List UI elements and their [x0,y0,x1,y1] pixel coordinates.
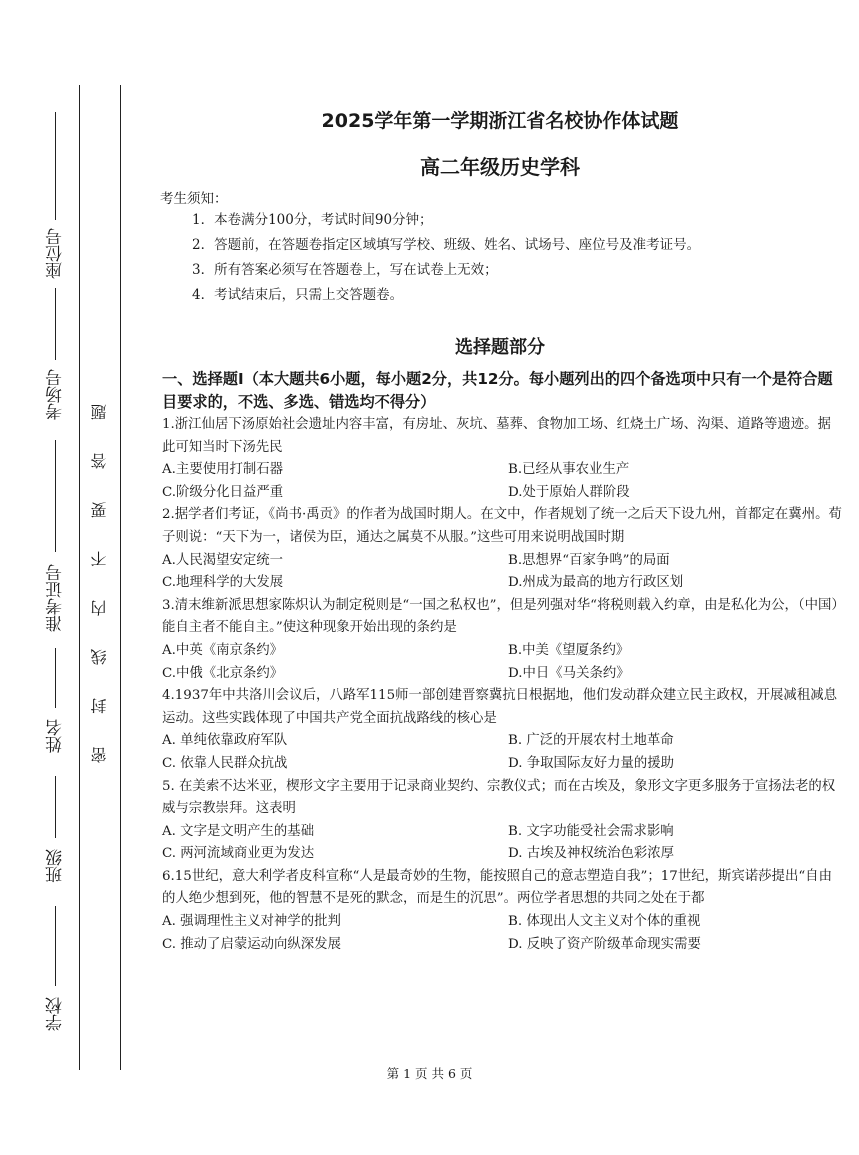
option-a: A. 文字是文明产生的基础 [162,823,315,839]
fill-line [55,112,56,220]
option-a: A. 强调理性主义对神学的批判 [162,914,341,930]
section-heading: 一、选择题Ⅰ（本大题共6小题，每小题2分，共12分。每小题列出的四个备选项中只有一个是符合题目要求的，不选、多选、错选均不得分） [162,370,833,411]
question-5 [162,776,842,866]
option-b: B. 体现出人文主义对个体的重视 [508,914,701,930]
field-label: 准考证号 [46,564,66,632]
page-footer: 第 1 页 共 6 页 [386,1066,473,1081]
option-grid [162,730,842,775]
seal-char: 不 [90,551,109,567]
seal-char: 内 [90,600,109,616]
question-stem: 1.浙江仙居下汤原始社会遗址内容丰富，有房址、灰坑、墓葬、食物加工场、红烧土广场、沟渠、道路等遗迹。据此可知当时下汤先民 [162,417,831,455]
option-grid [162,550,842,595]
notice-item: 2．答题前，在答题卷指定区域填写学校、班级、姓名、试场号、座位号及准考证号。 [192,237,701,253]
seal-char: 答 [90,453,109,469]
binding-line-inner [120,85,121,1070]
seal-char: 线 [90,649,109,665]
question-list [162,414,842,956]
option-a: A. 单纯依靠政府军队 [162,733,288,749]
option-grid [162,821,842,866]
part-title: 选择题部分 [455,337,545,358]
fill-line [55,906,56,986]
question-stem: 2.据学者们考证，《尚书·禹贡》的作者为战国时期人。在文中，作者规划了统一之后天下设九州，首都定在冀州。荀子则说：“天下为一，诸侯为臣，通达之属莫不从服。”这些可用来说明战国时期 [162,507,842,545]
question-stem: 3.清末维新派思想家陈炽认为制定税则是“一国之私权也”，但是列强对华“将税则载入约章，由是私化为公，（中国）能自主者不能自主。”使这种现象开始出现的条约是 [162,597,839,636]
field-label: 班级 [46,849,66,883]
field-label: 座位号 [46,228,66,280]
option-a: A.主要使用打制石器 [162,462,284,478]
seal-char: 要 [90,502,109,518]
notice-list [192,208,700,308]
question-stem: 4.1937年中共洛川会议后，八路军115师一部创建晋察冀抗日根据地，他们发动群众建立民主政权，开展减租减息运动。这些实践体现了中国共产党全面抗战路线的核心是 [162,688,837,726]
option-b: B.已经从事农业生产 [508,462,630,478]
notice-heading: 考生须知： [160,191,228,207]
option-b: B. 文字功能受社会需求影响 [508,823,674,839]
fill-line [55,288,56,360]
option-d: D.处于原始人群阶段 [508,484,630,500]
option-c: C. 依靠人民群众抗战 [162,755,288,771]
question-4 [162,685,842,775]
option-d: D.中日《马关条约》 [508,665,630,681]
seal-char: 密 [90,747,109,763]
binding-line-outer [79,85,80,1070]
notice-item: 4．考试结束后，只需上交答题卷。 [192,287,404,303]
option-c: C. 推动了启蒙运动向纵深发展 [162,936,341,952]
name-field[interactable] [36,648,76,778]
fill-line [55,648,56,708]
question-stem: 6.15世纪，意大利学者皮科宣称“人是最奇妙的生物，能按照自己的意志塑造自我”；17世纪，斯宾诺莎提出“自由的人绝少想到死，他的智慧不是死的默念，而是生的沉思”。两位学者思想的共同之处在于都 [162,868,832,907]
notice-item: 1．本卷满分100分，考试时间90分钟； [192,212,433,228]
option-c: C.中俄《北京条约》 [162,665,284,681]
option-d: D.州成为最高的地方行政区划 [508,575,684,591]
class-field[interactable] [36,776,76,906]
seal-char: 封 [90,698,109,714]
question-3 [162,595,842,685]
school-field[interactable] [36,906,76,1046]
option-b: B.思想界“百家争鸣”的局面 [508,552,670,568]
question-2 [162,504,842,594]
question-6 [162,866,842,956]
option-d: D. 争取国际友好力量的援助 [508,755,675,771]
option-d: D. 古埃及神权统治色彩浓厚 [508,846,675,862]
fill-line [55,776,56,838]
seat-number-field[interactable] [36,112,76,288]
option-c: C.地理科学的大发展 [162,575,284,591]
field-label: 学校 [46,997,66,1031]
admission-number-field[interactable] [36,440,76,680]
option-b: B. 广泛的开展农村土地革命 [508,733,674,749]
question-1 [162,414,842,504]
option-c: C.阶级分化日益严重 [162,484,284,500]
question-stem: 5. 在美索不达米亚，楔形文字主要用于记录商业契约、宗教仪式；而在古埃及，象形文字更多服务于宣扬法老的权威与宗教崇拜。这表明 [162,778,836,817]
exam-subtitle: 高二年级历史学科 [420,155,580,179]
fill-line [55,440,56,552]
option-c: C. 两河流域商业更为发达 [162,846,315,862]
seal-char: 题 [90,404,109,420]
seal-notice [88,380,114,780]
option-a: A.中英《南京条约》 [162,642,284,658]
option-b: B.中美《望厦条约》 [508,642,630,658]
notice-item: 3．所有答案必须写在答题卷上，写在试卷上无效； [192,262,498,278]
exam-room-field[interactable] [36,288,76,440]
field-label: 姓名 [46,719,66,753]
field-label: 考场号 [46,369,66,421]
option-grid [162,640,842,685]
option-a: A.人民渴望安定统一 [162,552,284,568]
option-d: D. 反映了资产阶级革命现实需要 [508,936,701,952]
exam-title: 2025学年第一学期浙江省名校协作体试题 [321,110,679,132]
option-grid [162,459,842,504]
option-grid [162,911,842,956]
